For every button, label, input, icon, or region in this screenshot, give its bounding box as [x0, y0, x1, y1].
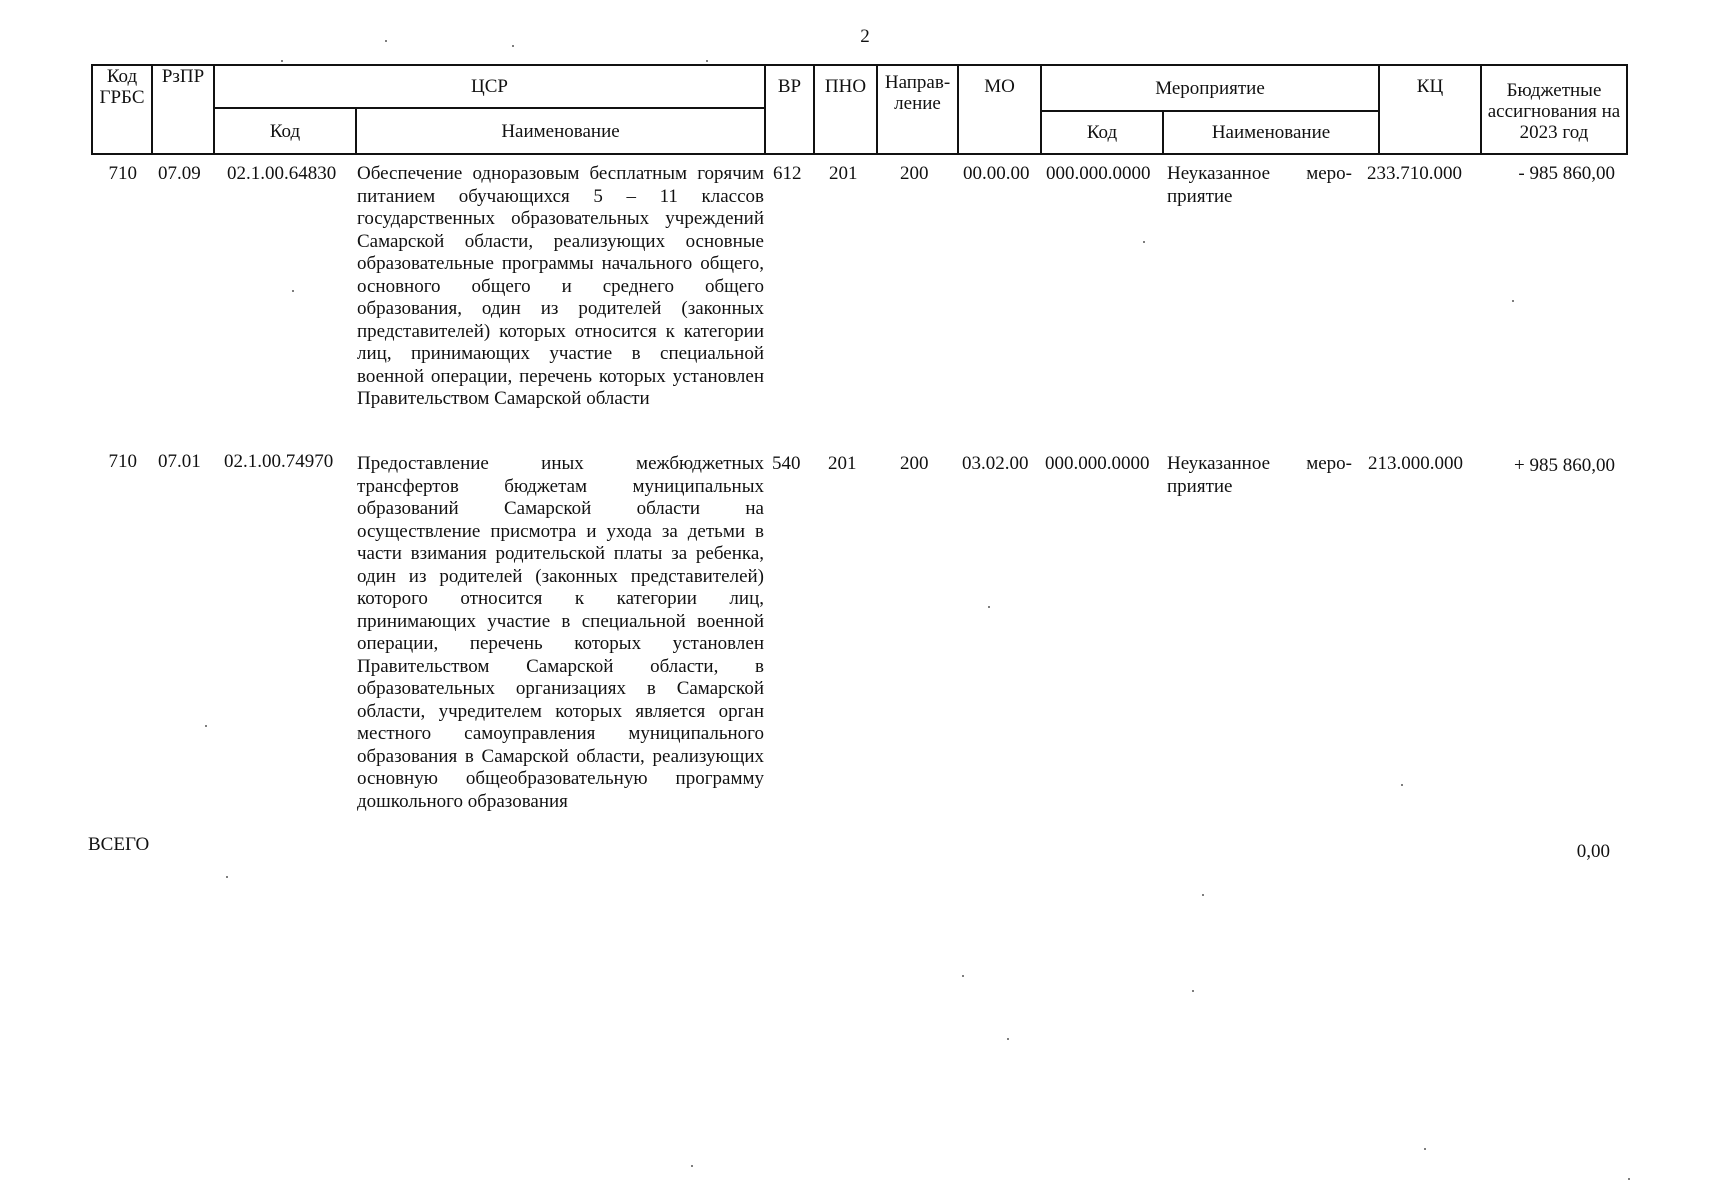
cell-mo: 03.02.00	[962, 453, 1029, 474]
cell-grbs: 710	[108, 163, 137, 184]
cell-csr-code: 02.1.00.74970	[224, 451, 334, 472]
cell-mo: 00.00.00	[963, 163, 1030, 184]
cell-direction: 200	[900, 453, 929, 474]
cell-kc: 233.710.000	[1367, 163, 1462, 184]
cell-direction: 200	[900, 163, 929, 184]
col-border	[1626, 64, 1628, 155]
cell-csr-name: Обеспечение одноразовым бесплатным горячим питанием обучающихся 5 – 11 классов государственных образовательных учреждений Самарской области, реализующих основные образовательные программы начального общего, основного общего и среднего общего образования, один из родителей (законных представителей) которых относится к категории лиц, принимающих участие в специальной военной операции, перечень которых установлен Правительством Самарской области	[357, 163, 764, 409]
event-name-word: приятие	[1167, 475, 1233, 497]
total-label: ВСЕГО	[88, 834, 150, 855]
header-grbs: Код ГРБС	[99, 66, 145, 108]
scan-speck	[385, 40, 387, 42]
scan-speck	[1143, 241, 1145, 243]
cell-grbs: 710	[108, 451, 137, 472]
header-event-name: Наименование	[1211, 122, 1331, 143]
header-bottom-border	[91, 153, 1628, 155]
scan-speck	[1007, 1038, 1009, 1040]
header-pno: ПНО	[824, 75, 867, 97]
table-header	[0, 0, 1715, 170]
header-rzpr: РзПР	[161, 66, 205, 87]
header-budget: Бюджетные ассигнования на 2023 год	[1487, 80, 1621, 143]
scan-speck	[1192, 990, 1194, 992]
event-name-word: меро-	[1306, 453, 1352, 474]
page-number: 2	[860, 26, 870, 47]
cell-pno: 201	[829, 163, 858, 184]
cell-event-code: 000.000.0000	[1046, 163, 1151, 184]
cell-kc: 213.000.000	[1368, 453, 1463, 474]
cell-event-code: 000.000.0000	[1045, 453, 1150, 474]
event-name-word: Неуказанное	[1167, 453, 1270, 474]
cell-csr-name: Предоставление иных межбюджетных трансфертов бюджетам муниципальных образований Самарской области на осуществление присмотра и ухода за детьми в части взимания родительской платы за ребенка, один из родителей (законных представителей) которого относится к категории лиц, принимающих участие в специальной военной операции, перечень которых установлен Правительством Самарской области, в образовательных организациях в Самарской области, учредителем которых является орган местного самоуправления муниципального образования в Самарской области, реализующих основную общеобразовательную программу дошкольного образования	[357, 453, 764, 812]
scan-speck	[1401, 784, 1403, 786]
header-kc: КЦ	[1416, 75, 1444, 97]
cell-amount: + 985 860,00	[1514, 455, 1615, 476]
header-csr: ЦСР	[471, 76, 508, 97]
scan-speck	[1628, 1178, 1630, 1180]
cell-rzpr: 07.01	[158, 451, 201, 472]
header-csr-name: Наименование	[501, 120, 620, 142]
event-name-word: приятие	[1167, 185, 1233, 207]
scan-speck	[962, 975, 964, 977]
cell-pno: 201	[828, 453, 857, 474]
scan-speck	[1512, 300, 1514, 302]
col-border	[1480, 64, 1482, 155]
scan-speck	[1424, 1148, 1426, 1150]
cell-vr: 612	[773, 163, 802, 184]
header-event-code: Код	[1086, 122, 1118, 143]
header-direction: Направ-ление	[884, 72, 951, 114]
header-event: Мероприятие	[1155, 77, 1265, 99]
scan-speck	[706, 60, 708, 62]
cell-event-name	[1167, 453, 1352, 498]
header-mo: МО	[984, 75, 1015, 97]
scan-speck	[512, 45, 514, 47]
scan-speck	[226, 876, 228, 878]
event-name-word: меро-	[1306, 163, 1352, 184]
cell-amount: - 985 860,00	[1518, 163, 1615, 184]
scan-speck	[1202, 894, 1204, 896]
scan-speck	[292, 290, 294, 292]
header-vr: ВР	[777, 75, 802, 97]
cell-vr: 540	[772, 453, 801, 474]
total-value: 0,00	[1576, 841, 1610, 862]
scan-speck	[988, 606, 990, 608]
header-csr-code: Код	[269, 120, 301, 142]
cell-event-name	[1167, 163, 1352, 208]
event-name-word: Неуказанное	[1167, 163, 1270, 184]
cell-csr-code: 02.1.00.64830	[227, 163, 337, 184]
scan-speck	[281, 60, 283, 62]
cell-rzpr: 07.09	[158, 163, 201, 184]
scan-speck	[691, 1165, 693, 1167]
scan-speck	[205, 725, 207, 727]
